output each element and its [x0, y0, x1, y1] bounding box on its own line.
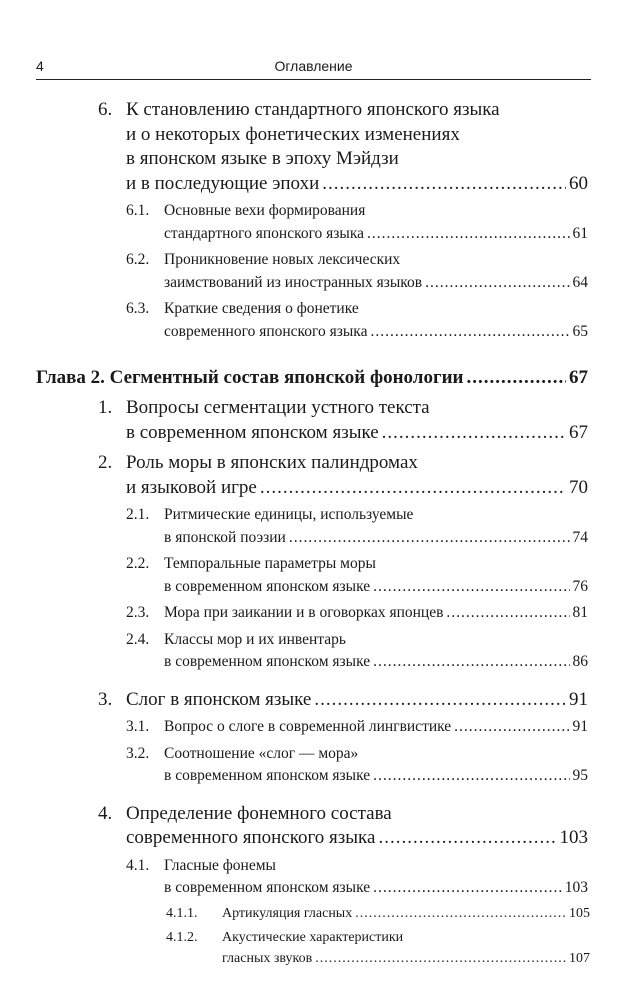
dot-leader	[446, 602, 569, 625]
toc-entry-number: 2.3.	[126, 604, 150, 621]
toc-entry-number: 3.1.	[126, 718, 150, 735]
toc-entry-number: 4.	[98, 802, 113, 824]
toc-entry-title-line: в современном японском языке	[164, 577, 371, 595]
toc-page-number: 70	[569, 476, 588, 498]
toc-entry-number: 4.1.2.	[166, 929, 198, 945]
toc-page-number: 95	[572, 767, 588, 784]
dot-leader	[355, 903, 566, 924]
toc-entry-number: 3.2.	[126, 744, 150, 762]
dot-leader	[260, 476, 566, 501]
toc-entry	[36, 629, 596, 674]
toc-entry	[36, 743, 596, 788]
toc-entry-title-line: Глава 2. Сегментный состав японской фонологии	[36, 367, 464, 388]
toc-entry	[36, 504, 596, 549]
page-header	[36, 58, 591, 78]
toc-entry-number: 2.2.	[126, 555, 150, 572]
dot-leader	[373, 651, 569, 674]
toc-entry-title-line: в японской поэзии	[164, 528, 286, 546]
toc-entry-title-line: Артикуляция гласных	[222, 905, 353, 921]
toc-entry-title-line: современного японского языка	[126, 827, 376, 848]
toc-entry-title-line: в современном японском языке	[164, 879, 371, 896]
toc-page-number: 103	[559, 827, 588, 848]
toc-entry-title-line: Проникновение новых лексических	[164, 251, 401, 268]
toc-entry-title-line: в современном японском языке	[126, 421, 379, 443]
toc-entry-title-line: Соотношение «слог — мора»	[164, 744, 359, 762]
toc-page-number: 74	[572, 528, 588, 546]
toc-page-number: 76	[572, 577, 588, 595]
toc-entry-title-line: Определение фонемного состава	[126, 802, 392, 824]
toc-entry-title-line: Темпоральные параметры моры	[164, 555, 376, 572]
toc-entry	[36, 688, 596, 713]
toc-page-number: 65	[572, 322, 588, 340]
toc-entry-number: 3.	[98, 688, 113, 710]
toc-entry-number: 6.	[98, 99, 113, 120]
toc-entry-title-line: Краткие сведения о фонетике	[164, 300, 359, 317]
dot-leader	[466, 365, 566, 390]
toc-entry-title-line: в японском языке в эпоху Мэйдзи	[126, 148, 399, 169]
toc-page-number: 103	[564, 879, 588, 896]
toc-entry-title-line: Гласные фонемы	[164, 856, 276, 874]
toc-entry-number: 4.1.	[126, 856, 150, 874]
toc-entry	[36, 602, 596, 625]
toc-entry-title-line: в современном японском языке	[164, 767, 371, 784]
toc-page-number: 64	[572, 273, 588, 291]
toc-entry-title-line: Акустические характеристики	[222, 929, 404, 945]
dot-leader	[425, 272, 569, 295]
dot-leader	[382, 421, 566, 446]
dot-leader	[370, 321, 569, 344]
toc-chapter	[36, 365, 596, 390]
toc-entry-number: 6.1.	[126, 202, 150, 219]
toc-entry	[36, 553, 596, 598]
toc-entry-number: 6.3.	[126, 300, 150, 317]
toc-entry	[36, 855, 596, 900]
dot-leader	[373, 877, 562, 900]
toc-entry-number: 2.4.	[126, 630, 150, 648]
toc-entry	[36, 927, 596, 969]
toc-entry-title-line: заимствований из иностранных языков	[164, 273, 423, 291]
header-rule	[36, 79, 591, 80]
toc-entry-title-line: и о некоторых фонетических изменениях	[126, 123, 460, 145]
toc-page-number: 107	[569, 950, 590, 966]
toc-entry-number: 2.	[98, 452, 113, 473]
dot-leader	[378, 826, 556, 851]
toc-entry	[36, 249, 596, 294]
toc-entry	[36, 396, 596, 445]
toc-entry-title-line: Роль моры в японских палиндромах	[126, 452, 418, 473]
toc-entry-title-line: Классы мор и их инвентарь	[164, 630, 346, 648]
toc-entry-title-line: и в последующие эпохи	[126, 172, 320, 194]
running-title: Оглавление	[274, 58, 353, 74]
toc-entry	[36, 298, 596, 343]
dot-leader	[314, 688, 566, 713]
toc-entry-title-line: К становлению стандартного японского языка	[126, 99, 500, 120]
dot-leader	[454, 716, 569, 739]
dot-leader	[315, 948, 566, 969]
toc-page-number: 105	[569, 905, 590, 921]
dot-leader	[289, 527, 570, 550]
toc-page-number: 61	[572, 224, 588, 242]
toc-entry-title-line: Вопрос о слоге в современной лингвистике	[164, 718, 452, 735]
toc-entry-number: 6.2.	[126, 251, 150, 268]
toc-entry-title-line: стандартного японского языка	[164, 224, 365, 242]
toc-entry-title-line: Ритмические единицы, используемые	[164, 506, 414, 523]
toc-entry-number: 1.	[98, 397, 113, 418]
toc-page-number: 60	[569, 172, 588, 194]
dot-leader	[373, 576, 569, 599]
dot-leader	[373, 765, 569, 788]
toc-entry-title-line: в современном японском языке	[164, 653, 371, 670]
toc-entry	[36, 98, 596, 196]
toc-entry	[36, 716, 596, 739]
toc-page-number: 81	[572, 604, 588, 621]
toc-page-number: 67	[569, 421, 588, 443]
toc-entry-title-line: гласных звуков	[222, 950, 313, 966]
page-number: 4	[36, 58, 44, 74]
toc-page-number: 86	[572, 653, 588, 670]
toc-entry	[36, 451, 596, 500]
toc-page-number: 91	[572, 718, 588, 735]
toc-entry-number: 2.1.	[126, 506, 150, 523]
toc-entry	[36, 200, 596, 245]
toc-entry-title-line: Основные вехи формирования	[164, 202, 366, 219]
toc-entry-title-line: современного японского языка	[164, 322, 368, 340]
toc-page-number: 91	[569, 688, 588, 710]
toc-entry-title-line: и языковой игре	[126, 476, 257, 498]
toc-entry	[36, 802, 596, 851]
toc-page-number: 67	[569, 367, 588, 388]
dot-leader	[367, 223, 569, 246]
toc-entry-title-line: Вопросы сегментации устного текста	[126, 397, 430, 418]
table-of-contents	[36, 92, 596, 969]
toc-entry	[36, 903, 596, 924]
toc-entry-title-line: Мора при заикании и в оговорках японцев	[164, 604, 444, 621]
dot-leader	[322, 172, 566, 197]
toc-entry-title-line: Слог в японском языке	[126, 688, 312, 710]
toc-entry-number: 4.1.1.	[166, 905, 198, 921]
